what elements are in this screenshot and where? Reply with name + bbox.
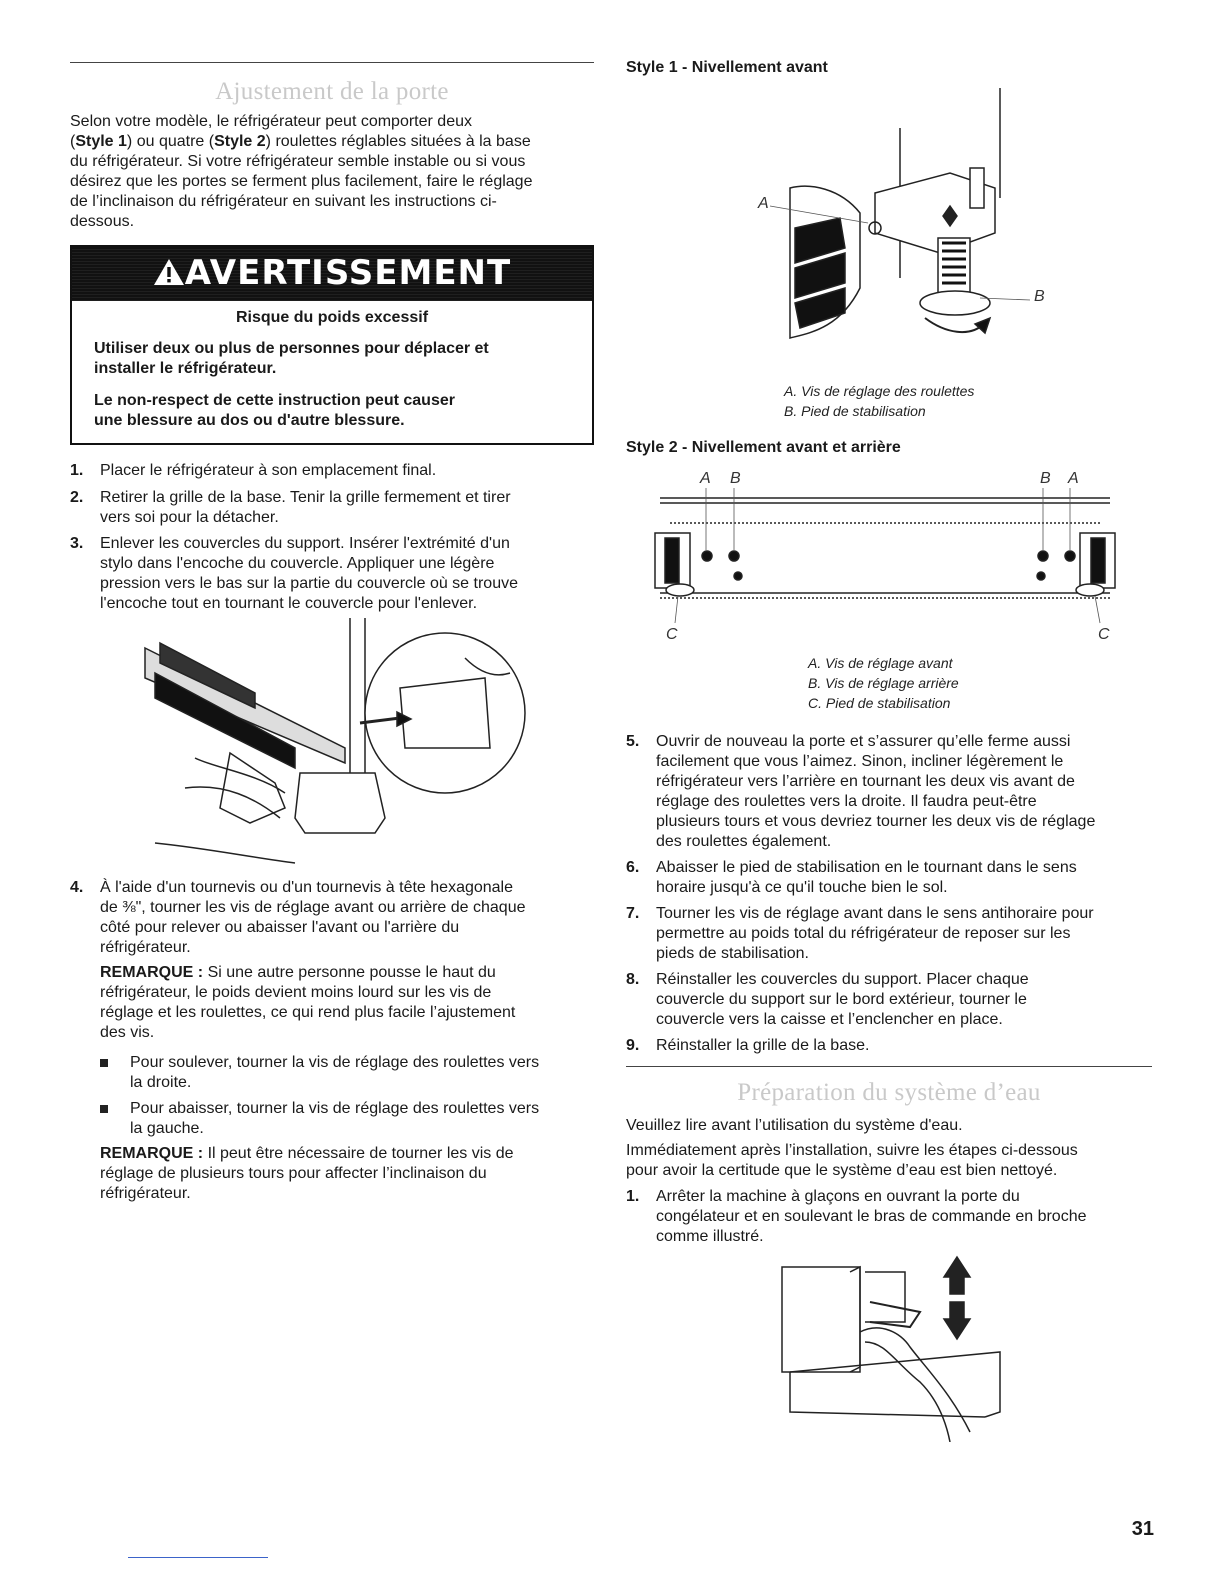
note-text: Il peut être nécessaire de tourner les vis de [207,1145,514,1162]
bullet-text: Pour soulever, tourner la vis de réglage des roulettes vers [130,1054,540,1071]
caption-line: B. Pied de stabilisation [784,403,926,419]
step-text: À l'aide d'un tournevis ou d'un tournevis à tête hexagonale [100,879,514,896]
step-number: 7. [626,905,640,922]
bullet-text: la droite. [130,1074,192,1091]
style2-label-b2: B [1040,470,1051,487]
intro-line: désirez que les portes se ferment plus facilement, faire le réglage [70,173,533,190]
bullet-text: Pour abaisser, tourner la vis de réglage des roulettes vers [130,1100,540,1117]
section-title-water-system: Préparation du système d’eau [737,1079,1041,1106]
step-text: Enlever les couvercles du support. Insérer l'extrémité d'un [100,535,510,552]
step-text: Réinstaller les couvercles du support. Placer chaque [656,971,1029,988]
ice-maker-illustration [770,1252,1020,1442]
note-label: REMARQUE : [100,964,204,981]
step-number: 4. [70,879,84,896]
caption-line: B. Vis de réglage arrière [808,675,959,691]
step-text: plusieurs tours et vous devriez tourner les deux vis de réglage [656,813,1096,830]
style1-heading: Style 1 - Nivellement avant [626,59,828,76]
caption-line: C. Pied de stabilisation [808,695,951,711]
note-line: réfrigérateur, le poids devient moins lourd sur les vis de [100,984,492,1001]
intro-line: du réfrigérateur. Si votre réfrigérateur semble instable ou si vous [70,153,526,170]
step-number: 8. [626,971,640,988]
note-line [100,963,594,983]
step-text: Tourner les vis de réglage avant dans le sens antihoraire pour [656,905,1094,922]
note-2 [100,1144,594,1204]
note-label: REMARQUE : [100,1145,204,1162]
water-intro-1: Veuillez lire avant l’utilisation du système d'eau. [626,1117,963,1134]
warning-title [72,253,592,293]
warning-banner [72,247,592,301]
step-text: permettre au poids total du réfrigérateur de reposer sur les [656,925,1071,942]
step-number: 5. [626,733,640,750]
style1-caption [784,381,974,421]
step-text: couvercle du support sur le bord extérieur, tourner le [656,991,1027,1008]
step-text: facilement que vous l’aimez. Sinon, incliner légèrement le [656,753,1064,770]
intro-line: Selon votre modèle, le réfrigérateur peut comporter deux [70,113,472,130]
note-line: réfrigérateur. [100,1185,191,1202]
warning-line: Le non-respect de cette instruction peut causer [94,392,455,409]
warning-line: une blessure au dos ou d'autre blessure. [94,412,405,429]
intro-paragraph [70,112,594,232]
style1-leveling-illustration [750,88,1050,358]
section-rule-water [626,1066,1152,1067]
note-line: des vis. [100,1024,155,1041]
step-number: 2. [70,489,84,506]
note-line [100,1144,594,1164]
warning-line: installer le réfrigérateur. [94,360,277,377]
style1-label-b: B [1034,288,1045,305]
step-text: stylo dans l'encoche du couvercle. Appliquer une légère [100,555,495,572]
step-number: 3. [70,535,84,552]
step-text: congélateur et en soulevant le bras de commande en broche [656,1208,1087,1225]
water-intro-line: pour avoir la certitude que le système d’eau est bien nettoyé. [626,1162,1058,1179]
style1-label-a: A [758,195,769,212]
step-number: 6. [626,859,640,876]
step-number: 1. [70,462,84,479]
intro-line: (Style 1) ou quatre (Style 2) roulettes réglables situées à la base [70,133,531,150]
step-text: Arrêter la machine à glaçons en ouvrant la porte du [656,1188,1020,1205]
caption-line: A. Vis de réglage des roulettes [784,383,975,399]
note-1 [100,963,594,1043]
bullet-text: la gauche. [130,1120,204,1137]
warning-title-text: AVERTISSEMENT [184,253,512,293]
step-text: couvercle vers la caisse et l’enclencher en place. [656,1011,1003,1028]
style2-leveling-illustration [650,478,1120,628]
bullet-square-icon [100,1105,108,1113]
caption-line: A. Vis de réglage avant [808,655,953,671]
style2-label-a1: A [700,470,711,487]
step-text: vers soi pour la détacher. [100,509,279,526]
note-text: Si une autre personne pousse le haut du [207,964,496,981]
step-text: pression vers le bas sur la partie du couvercle où se trouve [100,575,518,592]
step-text: pieds de stabilisation. [656,945,809,962]
step-text: côté pour relever ou abaisser l'avant ou l'arrière du [100,919,460,936]
step-text: de ⅜", tourner les vis de réglage avant ou arrière de chaque [100,899,526,916]
style2-label-b1: B [730,470,741,487]
step-text: réfrigérateur. [100,939,191,956]
step-text: l'encoche tout en tournant le couvercle pour l'enlever. [100,595,478,612]
style2-label-c2: C [1098,626,1110,643]
warning-subtitle: Risque du poids excessif [235,309,429,326]
intro-line: de l’inclinaison du réfrigérateur en suivant les instructions ci- [70,193,497,210]
step-text: Ouvrir de nouveau la porte et s’assurer qu’elle ferme aussi [656,733,1071,750]
step-text: Abaisser le pied de stabilisation en le tournant dans le sens [656,859,1077,876]
bottom-divider [128,1557,268,1558]
grille-cover-illustration [135,618,535,868]
step-text: réfrigérateur vers l’arrière en tournant les deux vis avant de [656,773,1075,790]
warning-line: Utiliser deux ou plus de personnes pour déplacer et [94,340,489,357]
note-line: réglage de plusieurs tours pour affecter l’inclinaison du [100,1165,487,1182]
step-text: comme illustré. [656,1228,764,1245]
style2-caption [808,653,959,713]
style2-label-a2: A [1068,470,1079,487]
step-text: réglage des roulettes vers la droite. Il faudra peut-être [656,793,1037,810]
bullet-square-icon [100,1059,108,1067]
intro-line: dessous. [70,213,135,230]
section-rule-top-left [70,62,594,63]
step-text: horaire jusqu'à ce qu'il touche bien le sol. [656,879,948,896]
step-text: Retirer la grille de la base. Tenir la grille fermement et tirer [100,489,511,506]
step-number: 1. [626,1188,640,1205]
section-title-door-adjustment: Ajustement de la porte [215,78,449,105]
step-text: Réinstaller la grille de la base. [656,1037,870,1054]
note-line: réglage et les roulettes, ce qui rend plus facile l’ajustement [100,1004,516,1021]
style2-label-c1: C [666,626,678,643]
warning-box [70,245,594,445]
warning-triangle-icon [153,257,185,287]
water-intro-2 [626,1141,1152,1181]
page-number: 31 [1131,1518,1154,1540]
style2-heading: Style 2 - Nivellement avant et arrière [626,439,901,456]
step-text: des roulettes également. [656,833,832,850]
step-text: Placer le réfrigérateur à son emplacement final. [100,462,437,479]
water-intro-line: Immédiatement après l’installation, suivre les étapes ci-dessous [626,1142,1078,1159]
step-number: 9. [626,1037,640,1054]
